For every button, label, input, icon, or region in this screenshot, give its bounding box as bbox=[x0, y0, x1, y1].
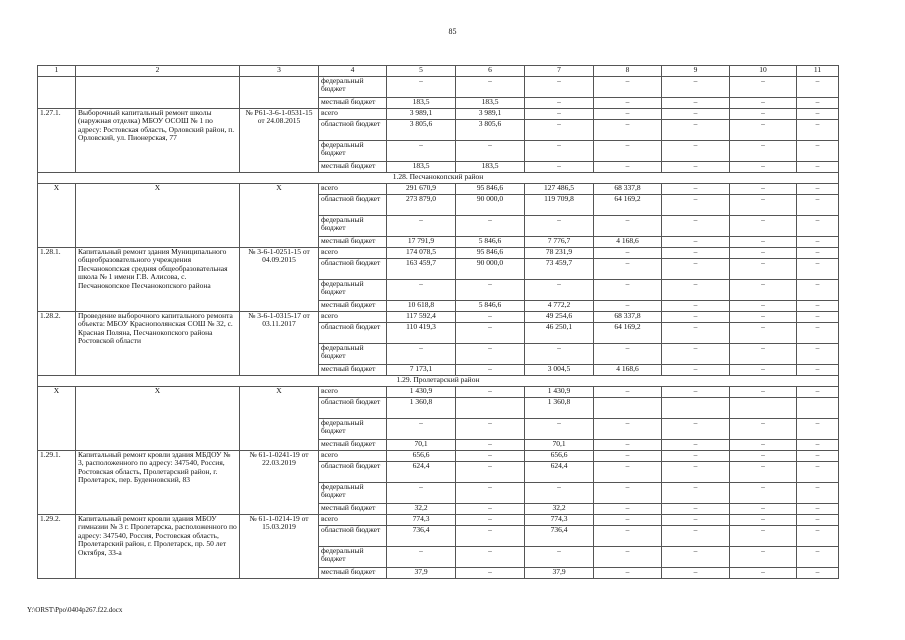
budget-label: местный бюджет bbox=[319, 440, 387, 451]
item-name: Капитальный ремонт кровли здания МБОУ гимназии № 3 г. Пролетарска, расположенного по адресу: 347540, Россия, Ростовская область, Пролетарский район, г. Пролетарск, пр. 50 лет Октября, 33-а bbox=[76, 515, 240, 579]
value-cell: 37,9 bbox=[387, 568, 456, 579]
item-document: № 61-1-0241-19 от 22.03.2019 bbox=[240, 451, 319, 515]
budget-label: федеральный бюджет bbox=[319, 344, 387, 365]
value-cell: – bbox=[797, 248, 839, 259]
value-cell: – bbox=[797, 312, 839, 323]
value-cell: 4 168,6 bbox=[594, 365, 662, 376]
value-cell: – bbox=[730, 547, 797, 568]
budget-label: местный бюджет bbox=[319, 504, 387, 515]
value-cell: – bbox=[456, 216, 525, 237]
value-cell: – bbox=[456, 141, 525, 162]
value-cell: 1 430,9 bbox=[525, 387, 594, 398]
value-cell: – bbox=[730, 526, 797, 547]
section-row bbox=[38, 173, 839, 184]
value-cell: – bbox=[387, 280, 456, 301]
budget-label: всего bbox=[319, 387, 387, 398]
value-cell: – bbox=[594, 515, 662, 526]
col-header-6: 6 bbox=[456, 66, 525, 77]
item-name: Капитальный ремонт кровли здания МБДОУ № 3, расположенного по адресу: 347540, Россия, Ростовская область, Пролетарский район, г. Пролетарск, пер. Буденновский, 83 bbox=[76, 451, 240, 515]
empty-cell bbox=[76, 77, 240, 109]
item-number: 1.28.2. bbox=[38, 312, 76, 376]
value-cell: – bbox=[730, 195, 797, 216]
value-cell: – bbox=[594, 248, 662, 259]
item-document: Х bbox=[240, 184, 319, 248]
value-cell bbox=[456, 398, 525, 419]
value-cell: – bbox=[662, 216, 730, 237]
value-cell: 183,5 bbox=[387, 98, 456, 109]
value-cell: – bbox=[594, 98, 662, 109]
value-cell: – bbox=[662, 344, 730, 365]
value-cell: 736,4 bbox=[387, 526, 456, 547]
budget-label: федеральный бюджет bbox=[319, 216, 387, 237]
value-cell: – bbox=[594, 451, 662, 462]
value-cell: – bbox=[730, 216, 797, 237]
value-cell: – bbox=[456, 440, 525, 451]
value-cell: – bbox=[456, 387, 525, 398]
value-cell: – bbox=[387, 141, 456, 162]
value-cell: 73 459,7 bbox=[525, 259, 594, 280]
value-cell: – bbox=[662, 280, 730, 301]
value-cell: 774,3 bbox=[387, 515, 456, 526]
budget-label: всего bbox=[319, 451, 387, 462]
value-cell: – bbox=[730, 504, 797, 515]
value-cell: 119 709,8 bbox=[525, 195, 594, 216]
value-cell: – bbox=[456, 568, 525, 579]
value-cell: 7 776,7 bbox=[525, 237, 594, 248]
value-cell: – bbox=[797, 483, 839, 504]
section-title: 1.29. Пролетарский район bbox=[38, 376, 839, 387]
value-cell: – bbox=[387, 344, 456, 365]
budget-label: областной бюджет bbox=[319, 462, 387, 483]
value-cell: 110 419,3 bbox=[387, 323, 456, 344]
value-cell: 4 168,6 bbox=[594, 237, 662, 248]
value-cell: – bbox=[594, 387, 662, 398]
value-cell: 624,4 bbox=[525, 462, 594, 483]
item-number: Х bbox=[38, 387, 76, 451]
value-cell: – bbox=[797, 365, 839, 376]
value-cell: 7 173,1 bbox=[387, 365, 456, 376]
value-cell: 774,3 bbox=[525, 515, 594, 526]
value-cell: – bbox=[594, 77, 662, 98]
value-cell: – bbox=[662, 312, 730, 323]
value-cell: – bbox=[662, 184, 730, 195]
value-cell: 70,1 bbox=[525, 440, 594, 451]
value-cell: – bbox=[662, 195, 730, 216]
col-header-2: 2 bbox=[76, 66, 240, 77]
value-cell: – bbox=[662, 248, 730, 259]
value-cell: 90 000,0 bbox=[456, 259, 525, 280]
value-cell: – bbox=[594, 259, 662, 280]
value-cell: 117 592,4 bbox=[387, 312, 456, 323]
value-cell: 70,1 bbox=[387, 440, 456, 451]
value-cell: – bbox=[594, 141, 662, 162]
value-cell: – bbox=[730, 312, 797, 323]
value-cell bbox=[594, 398, 662, 419]
value-cell: – bbox=[797, 195, 839, 216]
value-cell: – bbox=[730, 387, 797, 398]
value-cell: – bbox=[662, 365, 730, 376]
table-row-total bbox=[38, 312, 839, 323]
value-cell: – bbox=[525, 419, 594, 440]
value-cell: – bbox=[662, 77, 730, 98]
value-cell: – bbox=[594, 120, 662, 141]
page-number: 85 bbox=[448, 27, 457, 36]
value-cell: – bbox=[456, 419, 525, 440]
value-cell: – bbox=[525, 344, 594, 365]
item-number: 1.29.2. bbox=[38, 515, 76, 579]
value-cell: – bbox=[594, 344, 662, 365]
empty-cell bbox=[38, 77, 76, 109]
budget-label: федеральный бюджет bbox=[319, 547, 387, 568]
item-number: Х bbox=[38, 184, 76, 248]
file-path-footer: Y:\ORST\Ppo\0404p267.f22.docx bbox=[27, 606, 123, 614]
budget-label: всего bbox=[319, 248, 387, 259]
col-header-8: 8 bbox=[594, 66, 662, 77]
table-row-total bbox=[38, 184, 839, 195]
value-cell: – bbox=[662, 504, 730, 515]
budget-label: областной бюджет bbox=[319, 398, 387, 419]
value-cell: 17 791,9 bbox=[387, 237, 456, 248]
value-cell: 49 254,6 bbox=[525, 312, 594, 323]
item-name: Проведение выборочного капитального ремонта объекта: МБОУ Краснополянская СОШ № 32, с. Красная Поляна, Песчанокопского района Ростовской области bbox=[76, 312, 240, 376]
value-cell: 1 360,8 bbox=[387, 398, 456, 419]
value-cell bbox=[662, 398, 730, 419]
value-cell: – bbox=[797, 109, 839, 120]
item-number: 1.27.1. bbox=[38, 109, 76, 173]
value-cell: 3 805,6 bbox=[387, 120, 456, 141]
value-cell: – bbox=[594, 547, 662, 568]
value-cell: 174 078,5 bbox=[387, 248, 456, 259]
value-cell: – bbox=[662, 301, 730, 312]
value-cell: – bbox=[594, 568, 662, 579]
table-row-total bbox=[38, 515, 839, 526]
value-cell: – bbox=[730, 98, 797, 109]
budget-label: местный бюджет bbox=[319, 365, 387, 376]
budget-label: областной бюджет bbox=[319, 323, 387, 344]
value-cell: – bbox=[730, 483, 797, 504]
value-cell: – bbox=[456, 77, 525, 98]
value-cell: – bbox=[730, 451, 797, 462]
value-cell: – bbox=[594, 483, 662, 504]
value-cell: – bbox=[662, 141, 730, 162]
value-cell: – bbox=[662, 547, 730, 568]
budget-label: местный бюджет bbox=[319, 301, 387, 312]
value-cell: – bbox=[456, 280, 525, 301]
table-body bbox=[38, 66, 839, 579]
value-cell: 1 360,8 bbox=[525, 398, 594, 419]
item-name: Капитальный ремонт здания Муниципального общеобразовательного учреждения Песчанокопская средняя общеобразовательная школа № 1 имени Г.В. Алисова, с. Песчанокопское Песчанокопского района bbox=[76, 248, 240, 312]
value-cell: – bbox=[662, 162, 730, 173]
value-cell: – bbox=[730, 162, 797, 173]
budget-label: местный бюджет bbox=[319, 237, 387, 248]
value-cell: 95 846,6 bbox=[456, 248, 525, 259]
value-cell: – bbox=[456, 312, 525, 323]
column-number-row bbox=[38, 66, 839, 77]
value-cell: – bbox=[662, 462, 730, 483]
value-cell: – bbox=[594, 504, 662, 515]
value-cell: – bbox=[662, 98, 730, 109]
value-cell: – bbox=[662, 323, 730, 344]
item-name: Х bbox=[76, 184, 240, 248]
value-cell: – bbox=[456, 323, 525, 344]
value-cell: – bbox=[797, 568, 839, 579]
item-document: № Р61-3-6-1-0531-15 от 24.08.2015 bbox=[240, 109, 319, 173]
value-cell: 4 772,2 bbox=[525, 301, 594, 312]
value-cell: – bbox=[525, 141, 594, 162]
value-cell: – bbox=[797, 184, 839, 195]
value-cell: 78 231,9 bbox=[525, 248, 594, 259]
value-cell: – bbox=[797, 515, 839, 526]
value-cell: – bbox=[797, 440, 839, 451]
value-cell: – bbox=[662, 568, 730, 579]
budget-label: федеральный бюджет bbox=[319, 483, 387, 504]
value-cell: – bbox=[730, 344, 797, 365]
budget-label: местный бюджет bbox=[319, 568, 387, 579]
value-cell: – bbox=[797, 98, 839, 109]
value-cell: 64 169,2 bbox=[594, 323, 662, 344]
value-cell: – bbox=[662, 120, 730, 141]
value-cell: – bbox=[387, 77, 456, 98]
col-header-7: 7 bbox=[525, 66, 594, 77]
value-cell: – bbox=[662, 526, 730, 547]
table-row-total bbox=[38, 109, 839, 120]
value-cell: – bbox=[797, 120, 839, 141]
value-cell: – bbox=[797, 77, 839, 98]
value-cell: – bbox=[797, 259, 839, 280]
value-cell: – bbox=[730, 515, 797, 526]
value-cell: – bbox=[730, 259, 797, 280]
value-cell: 64 169,2 bbox=[594, 195, 662, 216]
value-cell: 95 846,6 bbox=[456, 184, 525, 195]
item-name: Выборочный капитальный ремонт школы (наружная отделка) МБОУ ОСОШ № 1 по адресу: Ростовская область, Орловский район, п. Орловский, ул. Пионерская, 77 bbox=[76, 109, 240, 173]
value-cell: 90 000,0 bbox=[456, 195, 525, 216]
budget-label: федеральный бюджет bbox=[319, 141, 387, 162]
value-cell: – bbox=[797, 504, 839, 515]
value-cell: – bbox=[662, 109, 730, 120]
budget-label: всего bbox=[319, 312, 387, 323]
value-cell: 5 846,6 bbox=[456, 301, 525, 312]
budget-label: местный бюджет bbox=[319, 98, 387, 109]
value-cell: – bbox=[797, 526, 839, 547]
value-cell: – bbox=[525, 483, 594, 504]
value-cell: – bbox=[730, 462, 797, 483]
value-cell: – bbox=[525, 216, 594, 237]
budget-label: федеральный бюджет bbox=[319, 280, 387, 301]
value-cell: 656,6 bbox=[525, 451, 594, 462]
value-cell: – bbox=[662, 419, 730, 440]
value-cell: 32,2 bbox=[387, 504, 456, 515]
empty-cell bbox=[240, 77, 319, 109]
value-cell: – bbox=[387, 547, 456, 568]
value-cell: – bbox=[594, 526, 662, 547]
value-cell: – bbox=[525, 98, 594, 109]
value-cell: – bbox=[525, 547, 594, 568]
value-cell: – bbox=[730, 120, 797, 141]
value-cell: – bbox=[662, 237, 730, 248]
item-document: № 61-1-0214-19 от 15.03.2019 bbox=[240, 515, 319, 579]
value-cell: 291 670,9 bbox=[387, 184, 456, 195]
value-cell: – bbox=[456, 526, 525, 547]
item-number: 1.28.1. bbox=[38, 248, 76, 312]
value-cell: – bbox=[594, 301, 662, 312]
budget-label: местный бюджет bbox=[319, 162, 387, 173]
value-cell: – bbox=[730, 419, 797, 440]
col-header-3: 3 bbox=[240, 66, 319, 77]
value-cell: – bbox=[797, 344, 839, 365]
value-cell: – bbox=[797, 387, 839, 398]
value-cell: – bbox=[797, 216, 839, 237]
value-cell: – bbox=[525, 109, 594, 120]
value-cell: – bbox=[730, 280, 797, 301]
budget-label: областной бюджет bbox=[319, 259, 387, 280]
value-cell: 37,9 bbox=[525, 568, 594, 579]
value-cell: – bbox=[387, 419, 456, 440]
col-header-1: 1 bbox=[38, 66, 76, 77]
value-cell: – bbox=[525, 120, 594, 141]
value-cell: – bbox=[456, 504, 525, 515]
value-cell: 273 879,0 bbox=[387, 195, 456, 216]
budget-label: областной бюджет bbox=[319, 195, 387, 216]
value-cell: 5 846,6 bbox=[456, 237, 525, 248]
value-cell: – bbox=[797, 301, 839, 312]
item-document: № 3-6-1-0315-17 от 03.11.2017 bbox=[240, 312, 319, 376]
value-cell: – bbox=[797, 419, 839, 440]
value-cell: – bbox=[730, 184, 797, 195]
col-header-9: 9 bbox=[662, 66, 730, 77]
value-cell: 183,5 bbox=[387, 162, 456, 173]
value-cell: – bbox=[456, 365, 525, 376]
budget-table bbox=[37, 65, 839, 579]
value-cell: – bbox=[594, 162, 662, 173]
value-cell: – bbox=[525, 77, 594, 98]
value-cell: – bbox=[456, 344, 525, 365]
value-cell: – bbox=[387, 483, 456, 504]
value-cell: – bbox=[730, 109, 797, 120]
col-header-10: 10 bbox=[730, 66, 797, 77]
value-cell: 68 337,8 bbox=[594, 184, 662, 195]
value-cell: – bbox=[594, 216, 662, 237]
value-cell: 3 004,5 bbox=[525, 365, 594, 376]
value-cell: – bbox=[662, 440, 730, 451]
value-cell: 127 486,5 bbox=[525, 184, 594, 195]
value-cell: 10 618,8 bbox=[387, 301, 456, 312]
item-document: Х bbox=[240, 387, 319, 451]
value-cell: – bbox=[730, 323, 797, 344]
value-cell: – bbox=[797, 323, 839, 344]
value-cell: – bbox=[730, 248, 797, 259]
section-title: 1.28. Песчанокопский район bbox=[38, 173, 839, 184]
budget-label: всего bbox=[319, 109, 387, 120]
value-cell: 3 989,1 bbox=[387, 109, 456, 120]
value-cell: – bbox=[797, 237, 839, 248]
col-header-5: 5 bbox=[387, 66, 456, 77]
value-cell: – bbox=[797, 280, 839, 301]
table-row-total bbox=[38, 248, 839, 259]
value-cell: – bbox=[594, 280, 662, 301]
budget-label: областной бюджет bbox=[319, 526, 387, 547]
value-cell: 32,2 bbox=[525, 504, 594, 515]
value-cell: – bbox=[797, 451, 839, 462]
value-cell: – bbox=[797, 462, 839, 483]
value-cell: – bbox=[594, 440, 662, 451]
value-cell: – bbox=[456, 483, 525, 504]
value-cell: – bbox=[594, 462, 662, 483]
value-cell: 1 430,9 bbox=[387, 387, 456, 398]
value-cell: – bbox=[456, 451, 525, 462]
value-cell: 656,6 bbox=[387, 451, 456, 462]
budget-label: федеральный бюджет bbox=[319, 419, 387, 440]
value-cell: – bbox=[525, 280, 594, 301]
item-name: Х bbox=[76, 387, 240, 451]
value-cell: 3 805,6 bbox=[456, 120, 525, 141]
value-cell: – bbox=[662, 387, 730, 398]
value-cell: – bbox=[662, 451, 730, 462]
value-cell: – bbox=[662, 259, 730, 280]
table-row-total bbox=[38, 451, 839, 462]
section-row bbox=[38, 376, 839, 387]
value-cell: – bbox=[797, 162, 839, 173]
value-cell: – bbox=[730, 301, 797, 312]
value-cell: 163 459,7 bbox=[387, 259, 456, 280]
value-cell: 736,4 bbox=[525, 526, 594, 547]
value-cell: – bbox=[730, 568, 797, 579]
value-cell: 624,4 bbox=[387, 462, 456, 483]
value-cell: – bbox=[387, 216, 456, 237]
value-cell: – bbox=[730, 237, 797, 248]
value-cell: – bbox=[797, 141, 839, 162]
budget-label: федеральный бюджет bbox=[319, 77, 387, 98]
value-cell: – bbox=[662, 515, 730, 526]
budget-label: всего bbox=[319, 184, 387, 195]
value-cell: 46 250,1 bbox=[525, 323, 594, 344]
budget-label: областной бюджет bbox=[319, 120, 387, 141]
item-document: № 3-6-1-0251-15 от 04.09.2015 bbox=[240, 248, 319, 312]
value-cell bbox=[797, 398, 839, 419]
table-row-total bbox=[38, 387, 839, 398]
value-cell: – bbox=[594, 419, 662, 440]
value-cell: – bbox=[730, 440, 797, 451]
value-cell: 3 989,1 bbox=[456, 109, 525, 120]
col-header-11: 11 bbox=[797, 66, 839, 77]
col-header-4: 4 bbox=[319, 66, 387, 77]
item-number: 1.29.1. bbox=[38, 451, 76, 515]
value-cell: 183,5 bbox=[456, 162, 525, 173]
value-cell: – bbox=[525, 162, 594, 173]
value-cell: 183,5 bbox=[456, 98, 525, 109]
carry-row-federal bbox=[38, 77, 839, 98]
value-cell: 68 337,8 bbox=[594, 312, 662, 323]
value-cell: – bbox=[456, 462, 525, 483]
budget-label: всего bbox=[319, 515, 387, 526]
value-cell bbox=[730, 398, 797, 419]
value-cell: – bbox=[594, 109, 662, 120]
value-cell: – bbox=[662, 483, 730, 504]
value-cell: – bbox=[456, 515, 525, 526]
value-cell: – bbox=[730, 365, 797, 376]
value-cell: – bbox=[797, 547, 839, 568]
value-cell: – bbox=[730, 77, 797, 98]
value-cell: – bbox=[730, 141, 797, 162]
value-cell: – bbox=[456, 547, 525, 568]
